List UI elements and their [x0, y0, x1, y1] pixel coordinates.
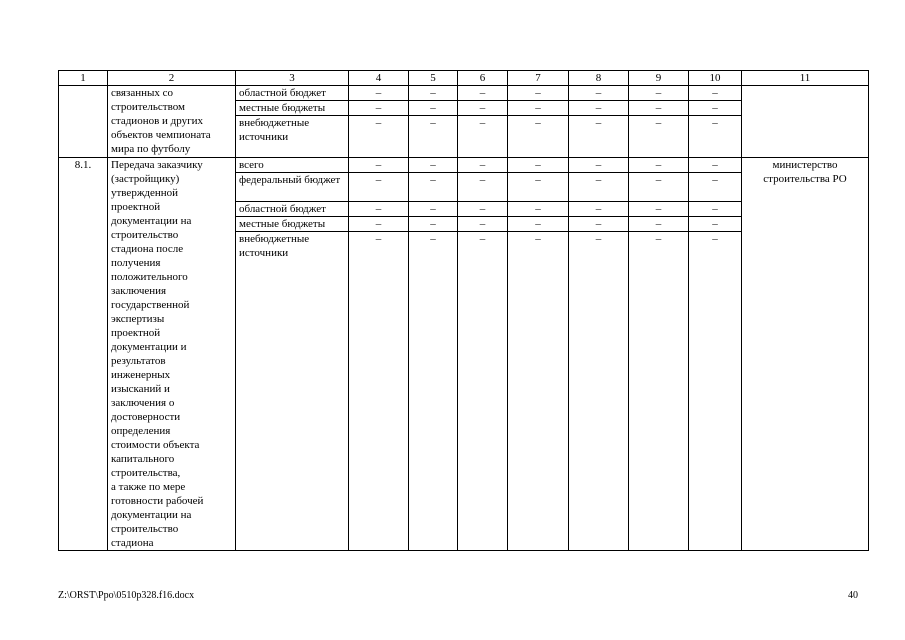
value-cell: – [569, 158, 629, 173]
responsible-cell [742, 86, 869, 158]
name-line: заключения [111, 285, 167, 297]
value-cell: – [349, 173, 409, 202]
value-cell: – [409, 202, 458, 217]
value-cell: – [569, 202, 629, 217]
value-cell: – [508, 158, 569, 173]
name-line: положительного [111, 271, 188, 283]
header-cell: 7 [508, 71, 569, 86]
name-line: результатов [111, 355, 166, 367]
value-cell: – [689, 101, 742, 116]
value-cell: – [458, 202, 508, 217]
name-line: строительства, [111, 467, 181, 479]
funding-source-cell: областной бюджет [236, 202, 349, 217]
name-line: инженерных [111, 369, 171, 381]
value-cell: – [409, 101, 458, 116]
value-cell: – [508, 116, 569, 158]
value-cell: – [349, 217, 409, 232]
value-cell: – [569, 217, 629, 232]
table-row [59, 158, 869, 173]
value-cell: – [349, 101, 409, 116]
value-cell: – [569, 101, 629, 116]
responsible-cell: министерство строительства РО [742, 158, 869, 551]
value-cell: – [349, 86, 409, 101]
value-cell: – [629, 217, 689, 232]
funding-source-cell: областной бюджет [236, 86, 349, 101]
value-cell: – [458, 86, 508, 101]
name-line: государственной [111, 299, 190, 311]
name-line: документации на [111, 215, 192, 227]
value-cell: – [508, 101, 569, 116]
value-cell: – [409, 232, 458, 551]
value-cell: – [569, 173, 629, 202]
footer-file-path: Z:\ORST\Ppo\0510p328.f16.docx [58, 590, 195, 601]
value-cell: – [458, 173, 508, 202]
funding-source-cell: внебюджетные источники [236, 116, 349, 158]
name-line: Передача заказчику [111, 159, 203, 171]
name-line: стоимости объекта [111, 439, 200, 451]
value-cell: – [349, 232, 409, 551]
activity-name-cell [108, 86, 236, 158]
value-cell: – [689, 158, 742, 173]
name-line: утвержденной [111, 187, 179, 199]
value-cell: – [508, 173, 569, 202]
header-cell: 1 [59, 71, 108, 86]
name-line: объектов чемпионата [111, 129, 211, 141]
header-cell: 5 [409, 71, 458, 86]
header-row [59, 71, 869, 86]
funding-source-cell: местные бюджеты [236, 217, 349, 232]
name-line: документации на [111, 509, 192, 521]
name-line: строительство [111, 523, 179, 535]
value-cell: – [409, 86, 458, 101]
activity-name-cell [108, 158, 236, 551]
value-cell: – [508, 232, 569, 551]
name-line: стадионов и других [111, 115, 204, 127]
value-cell: – [458, 217, 508, 232]
header-cell: 6 [458, 71, 508, 86]
value-cell: – [508, 202, 569, 217]
name-line: готовности рабочей [111, 495, 204, 507]
name-line: мира по футболу [111, 143, 191, 155]
name-line: проектной [111, 201, 161, 213]
header-cell: 8 [569, 71, 629, 86]
value-cell: – [629, 202, 689, 217]
name-line: (застройщику) [111, 173, 180, 185]
value-cell: – [689, 217, 742, 232]
header-cell: 10 [689, 71, 742, 86]
value-cell: – [629, 173, 689, 202]
value-cell: – [349, 202, 409, 217]
name-line: документации и [111, 341, 187, 353]
value-cell: – [629, 232, 689, 551]
funding-source-cell: внебюджетные источники [236, 232, 349, 551]
value-cell: – [349, 116, 409, 158]
value-cell: – [349, 158, 409, 173]
value-cell: – [409, 217, 458, 232]
name-line: строительство [111, 229, 179, 241]
funding-source-cell: всего [236, 158, 349, 173]
value-cell: – [409, 116, 458, 158]
name-line: а также по мере [111, 481, 186, 493]
name-line: проектной [111, 327, 161, 339]
value-cell: – [629, 86, 689, 101]
name-line: строительством [111, 101, 185, 113]
name-line: стадиона [111, 537, 154, 549]
name-line: экспертизы [111, 313, 165, 325]
header-cell: 2 [108, 71, 236, 86]
funding-source-cell: федеральный бюджет [236, 173, 349, 202]
value-cell: – [458, 232, 508, 551]
value-cell: – [629, 101, 689, 116]
value-cell: – [569, 116, 629, 158]
name-line: стадиона после [111, 243, 184, 255]
value-cell: – [409, 173, 458, 202]
value-cell: – [569, 86, 629, 101]
program-table [58, 70, 869, 551]
page-number: 40 [848, 590, 858, 601]
value-cell: – [458, 116, 508, 158]
value-cell: – [569, 232, 629, 551]
header-cell: 3 [236, 71, 349, 86]
value-cell: – [689, 202, 742, 217]
name-line: определения [111, 425, 171, 437]
value-cell: – [508, 217, 569, 232]
name-line: капитального [111, 453, 175, 465]
row-number-cell: 8.1. [59, 158, 108, 551]
name-line: получения [111, 257, 161, 269]
value-cell: – [689, 116, 742, 158]
name-line: достоверности [111, 411, 181, 423]
value-cell: – [409, 158, 458, 173]
funding-source-cell: местные бюджеты [236, 101, 349, 116]
value-cell: – [629, 158, 689, 173]
name-line: связанных со [111, 87, 174, 99]
name-line: изысканий и [111, 383, 170, 395]
table-row [59, 86, 869, 101]
value-cell: – [689, 86, 742, 101]
header-cell: 4 [349, 71, 409, 86]
value-cell: – [689, 232, 742, 551]
value-cell: – [508, 86, 569, 101]
name-line: заключения о [111, 397, 175, 409]
value-cell: – [629, 116, 689, 158]
header-cell: 9 [629, 71, 689, 86]
row-number-cell [59, 86, 108, 158]
value-cell: – [689, 173, 742, 202]
header-cell: 11 [742, 71, 869, 86]
value-cell: – [458, 158, 508, 173]
value-cell: – [458, 101, 508, 116]
